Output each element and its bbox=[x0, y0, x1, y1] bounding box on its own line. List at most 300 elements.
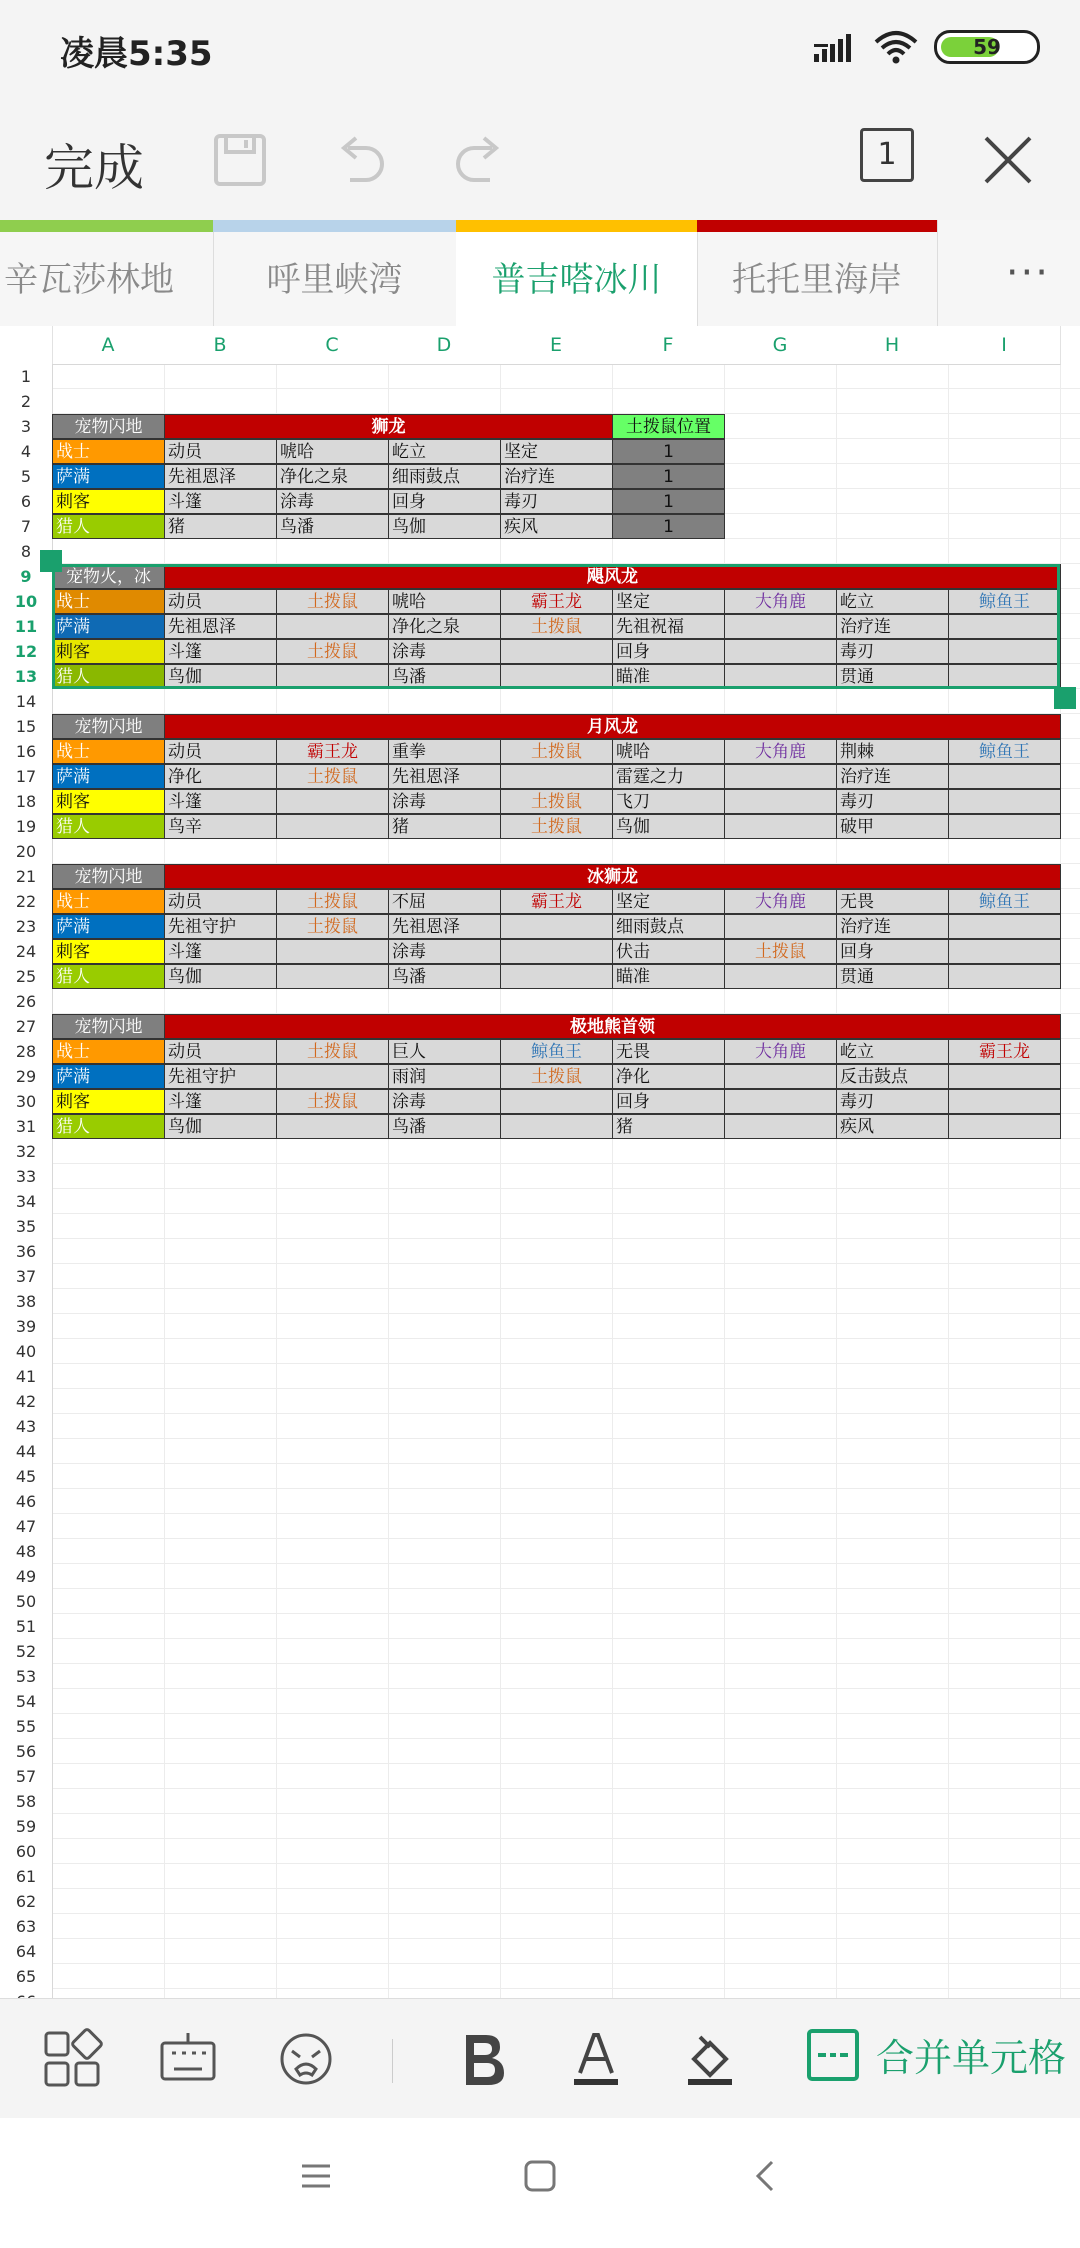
skill-cell[interactable]: 破甲 bbox=[836, 814, 949, 839]
pet-cell[interactable] bbox=[724, 914, 837, 939]
merge-cells-button[interactable] bbox=[806, 2027, 1066, 2082]
pet-cell[interactable]: 大角鹿 bbox=[724, 889, 837, 914]
row-header[interactable]: 49 bbox=[0, 1564, 53, 1590]
skill-cell[interactable]: 贯通 bbox=[836, 664, 949, 689]
pet-cell[interactable]: 土拨鼠 bbox=[724, 939, 837, 964]
text-color-icon[interactable] bbox=[566, 2029, 626, 2089]
save-icon[interactable] bbox=[208, 128, 272, 192]
pet-cell[interactable] bbox=[500, 964, 613, 989]
row-header[interactable]: 60 bbox=[0, 1839, 53, 1865]
skill-cell[interactable]: 鸟伽 bbox=[388, 514, 501, 539]
undo-icon[interactable] bbox=[328, 128, 392, 192]
row-header[interactable]: 55 bbox=[0, 1714, 53, 1740]
row-header[interactable]: 56 bbox=[0, 1739, 53, 1765]
skill-cell[interactable]: 坚定 bbox=[612, 589, 725, 614]
skill-cell[interactable]: 伏击 bbox=[612, 939, 725, 964]
row-header[interactable]: 30 bbox=[0, 1089, 53, 1115]
skill-cell[interactable]: 雨润 bbox=[388, 1064, 501, 1089]
block-header-cell[interactable]: 宠物火，冰 bbox=[52, 564, 165, 589]
block-title-cell[interactable]: 月风龙 bbox=[164, 714, 1061, 739]
back-icon[interactable] bbox=[748, 2158, 784, 2194]
row-header[interactable]: 44 bbox=[0, 1439, 53, 1465]
skill-cell[interactable]: 回身 bbox=[388, 489, 501, 514]
close-icon[interactable] bbox=[976, 128, 1040, 192]
skill-cell[interactable]: 毒刃 bbox=[836, 639, 949, 664]
pet-cell[interactable]: 霸王龙 bbox=[500, 589, 613, 614]
pet-cell[interactable] bbox=[948, 1114, 1061, 1139]
selection-handle-end[interactable] bbox=[1054, 687, 1076, 709]
skill-cell[interactable]: 屹立 bbox=[836, 589, 949, 614]
pet-cell[interactable]: 土拨鼠 bbox=[276, 1039, 389, 1064]
skill-cell[interactable]: 治疗连 bbox=[500, 464, 613, 489]
marmot-position-cell[interactable]: 1 bbox=[612, 514, 725, 539]
row-header[interactable]: 53 bbox=[0, 1664, 53, 1690]
column-header[interactable]: A bbox=[52, 326, 165, 365]
skill-cell[interactable]: 猪 bbox=[612, 1114, 725, 1139]
sheet-count-button[interactable] bbox=[860, 128, 914, 182]
fill-color-icon[interactable] bbox=[680, 2029, 740, 2089]
menu-icon[interactable] bbox=[298, 2158, 334, 2194]
skill-cell[interactable]: 先祖祝福 bbox=[612, 614, 725, 639]
pet-cell[interactable] bbox=[500, 664, 613, 689]
tab-label: 托托里海岸 bbox=[732, 260, 902, 300]
row-header[interactable]: 25 bbox=[0, 964, 53, 990]
grid-line-horizontal bbox=[52, 1638, 1080, 1639]
row-header[interactable]: 15 bbox=[0, 714, 53, 740]
home-icon[interactable] bbox=[522, 2158, 558, 2194]
done-button[interactable]: 完成 bbox=[44, 139, 144, 197]
row-header[interactable]: 28 bbox=[0, 1039, 53, 1065]
row-header[interactable]: 40 bbox=[0, 1339, 53, 1365]
skill-cell[interactable]: 鸟伽 bbox=[612, 814, 725, 839]
pet-cell[interactable]: 土拨鼠 bbox=[276, 639, 389, 664]
bold-icon[interactable] bbox=[452, 2029, 512, 2089]
keyboard-icon[interactable] bbox=[158, 2029, 218, 2089]
column-header[interactable]: D bbox=[388, 326, 501, 365]
tab-sheet-4[interactable] bbox=[697, 220, 938, 326]
grid-line-horizontal bbox=[52, 1838, 1080, 1839]
class-cell[interactable]: 战士 bbox=[52, 589, 165, 614]
row-header[interactable]: 51 bbox=[0, 1614, 53, 1640]
pet-cell[interactable] bbox=[948, 939, 1061, 964]
row-header[interactable]: 2 bbox=[0, 389, 53, 415]
class-cell[interactable]: 萨满 bbox=[52, 1064, 165, 1089]
class-cell[interactable]: 猎人 bbox=[52, 814, 165, 839]
pet-cell[interactable]: 鲸鱼王 bbox=[948, 589, 1061, 614]
grid-line-horizontal bbox=[52, 1488, 1080, 1489]
row-header[interactable]: 9 bbox=[0, 564, 53, 590]
class-cell[interactable]: 刺客 bbox=[52, 789, 165, 814]
block-title-cell[interactable]: 极地熊首领 bbox=[164, 1014, 1061, 1039]
skill-cell[interactable]: 涂毒 bbox=[388, 789, 501, 814]
class-cell[interactable]: 猎人 bbox=[52, 964, 165, 989]
skill-cell[interactable]: 回身 bbox=[612, 1089, 725, 1114]
pet-cell[interactable]: 鲸鱼王 bbox=[948, 739, 1061, 764]
skill-cell[interactable]: 坚定 bbox=[500, 439, 613, 464]
pet-cell[interactable] bbox=[500, 639, 613, 664]
toolbar-divider bbox=[392, 2039, 393, 2083]
pet-cell[interactable] bbox=[948, 1089, 1061, 1114]
spreadsheet-grid[interactable] bbox=[0, 326, 1080, 1998]
skill-cell[interactable]: 鸟潘 bbox=[388, 664, 501, 689]
row-header[interactable]: 6 bbox=[0, 489, 53, 515]
marmot-position-cell[interactable]: 1 bbox=[612, 439, 725, 464]
row-header[interactable]: 65 bbox=[0, 1964, 53, 1990]
skill-cell[interactable]: 细雨鼓点 bbox=[612, 914, 725, 939]
class-cell[interactable]: 萨满 bbox=[52, 914, 165, 939]
row-header[interactable]: 39 bbox=[0, 1314, 53, 1340]
column-header[interactable]: I bbox=[948, 326, 1061, 365]
skill-cell[interactable]: 斗篷 bbox=[164, 1089, 277, 1114]
class-cell[interactable]: 战士 bbox=[52, 889, 165, 914]
skill-cell[interactable]: 动员 bbox=[164, 889, 277, 914]
pet-cell[interactable] bbox=[500, 914, 613, 939]
skill-cell[interactable]: 鸟潘 bbox=[276, 514, 389, 539]
pet-cell[interactable]: 鲸鱼王 bbox=[500, 1039, 613, 1064]
row-header[interactable]: 19 bbox=[0, 814, 53, 840]
row-header[interactable]: 63 bbox=[0, 1914, 53, 1940]
pet-cell[interactable]: 土拨鼠 bbox=[276, 1089, 389, 1114]
pet-cell[interactable]: 土拨鼠 bbox=[276, 914, 389, 939]
pet-cell[interactable] bbox=[948, 614, 1061, 639]
pet-cell[interactable] bbox=[948, 914, 1061, 939]
block-title-cell[interactable]: 飓风龙 bbox=[164, 564, 1061, 589]
row-header[interactable]: 32 bbox=[0, 1139, 53, 1165]
skill-cell[interactable]: 毒刃 bbox=[836, 789, 949, 814]
class-cell[interactable]: 猎人 bbox=[52, 514, 165, 539]
skill-cell[interactable]: 猪 bbox=[164, 514, 277, 539]
sheet-count: 1 bbox=[877, 137, 897, 172]
row-header[interactable]: 4 bbox=[0, 439, 53, 465]
skill-cell[interactable]: 飞刀 bbox=[612, 789, 725, 814]
row-header[interactable]: 14 bbox=[0, 689, 53, 715]
skill-cell[interactable]: 先祖恩泽 bbox=[164, 614, 277, 639]
skill-cell[interactable]: 治疗连 bbox=[836, 914, 949, 939]
skill-cell[interactable]: 不屈 bbox=[388, 889, 501, 914]
tab-color-bar bbox=[456, 220, 697, 232]
pet-cell[interactable]: 大角鹿 bbox=[724, 739, 837, 764]
skill-cell[interactable]: 动员 bbox=[164, 589, 277, 614]
pet-cell[interactable]: 土拨鼠 bbox=[500, 614, 613, 639]
row-header[interactable]: 8 bbox=[0, 539, 53, 565]
pet-cell[interactable] bbox=[276, 939, 389, 964]
skill-cell[interactable]: 坚定 bbox=[612, 889, 725, 914]
skill-cell[interactable]: 鸟潘 bbox=[388, 1114, 501, 1139]
row-header[interactable]: 27 bbox=[0, 1014, 53, 1040]
pet-cell[interactable]: 霸王龙 bbox=[948, 1039, 1061, 1064]
pet-cell[interactable] bbox=[724, 614, 837, 639]
block-title-cell[interactable]: 狮龙 bbox=[164, 414, 613, 439]
row-header[interactable]: 35 bbox=[0, 1214, 53, 1240]
skill-cell[interactable]: 毒刃 bbox=[500, 489, 613, 514]
grid-line-horizontal bbox=[52, 1863, 1080, 1864]
tab-sheet-2[interactable] bbox=[213, 220, 457, 326]
row-header[interactable]: 64 bbox=[0, 1939, 53, 1965]
class-cell[interactable]: 猎人 bbox=[52, 1114, 165, 1139]
grid-line-horizontal bbox=[52, 388, 1080, 389]
row-header[interactable]: 52 bbox=[0, 1639, 53, 1665]
pet-cell[interactable] bbox=[500, 939, 613, 964]
row-header[interactable]: 54 bbox=[0, 1689, 53, 1715]
row-header[interactable]: 3 bbox=[0, 414, 53, 440]
skill-cell[interactable]: 唬哈 bbox=[612, 739, 725, 764]
more-sheets-button[interactable]: ··· bbox=[1005, 250, 1050, 296]
wifi-icon bbox=[874, 30, 918, 64]
row-header[interactable]: 24 bbox=[0, 939, 53, 965]
skill-cell[interactable]: 鸟辛 bbox=[164, 814, 277, 839]
column-header[interactable]: C bbox=[276, 326, 389, 365]
skill-cell[interactable]: 瞄准 bbox=[612, 964, 725, 989]
skill-cell[interactable]: 鸟潘 bbox=[388, 964, 501, 989]
skill-cell[interactable]: 斗篷 bbox=[164, 939, 277, 964]
pet-cell[interactable] bbox=[948, 1064, 1061, 1089]
row-header[interactable]: 62 bbox=[0, 1889, 53, 1915]
class-cell[interactable]: 萨满 bbox=[52, 464, 165, 489]
row-header[interactable]: 17 bbox=[0, 764, 53, 790]
class-cell[interactable]: 战士 bbox=[52, 439, 165, 464]
pet-cell[interactable] bbox=[948, 964, 1061, 989]
pet-cell[interactable] bbox=[724, 1064, 837, 1089]
row-header[interactable]: 1 bbox=[0, 364, 53, 390]
skill-cell[interactable]: 细雨鼓点 bbox=[388, 464, 501, 489]
pet-cell[interactable] bbox=[276, 1064, 389, 1089]
pet-cell[interactable]: 大角鹿 bbox=[724, 589, 837, 614]
column-header[interactable]: B bbox=[164, 326, 277, 365]
pet-cell[interactable]: 霸王龙 bbox=[276, 739, 389, 764]
row-header[interactable]: 26 bbox=[0, 989, 53, 1015]
column-header[interactable]: F bbox=[612, 326, 725, 365]
grid-line-horizontal bbox=[52, 1738, 1080, 1739]
grid-line-horizontal bbox=[52, 1988, 1080, 1989]
grid-line-horizontal bbox=[52, 1438, 1080, 1439]
class-cell[interactable]: 战士 bbox=[52, 1039, 165, 1064]
pet-cell[interactable] bbox=[724, 789, 837, 814]
pet-cell[interactable] bbox=[724, 964, 837, 989]
skill-cell[interactable]: 贯通 bbox=[836, 964, 949, 989]
skill-cell[interactable]: 斗篷 bbox=[164, 789, 277, 814]
row-header[interactable]: 11 bbox=[0, 614, 53, 640]
battery-indicator bbox=[934, 30, 1040, 64]
row-header[interactable]: 59 bbox=[0, 1814, 53, 1840]
selection-handle-start[interactable] bbox=[40, 550, 62, 572]
pet-cell[interactable] bbox=[276, 814, 389, 839]
skill-cell[interactable]: 无畏 bbox=[836, 889, 949, 914]
block-title-cell[interactable]: 冰狮龙 bbox=[164, 864, 1061, 889]
skill-cell[interactable]: 净化 bbox=[164, 764, 277, 789]
skill-cell[interactable]: 重拳 bbox=[388, 739, 501, 764]
row-header[interactable]: 31 bbox=[0, 1114, 53, 1140]
skill-cell[interactable]: 唬哈 bbox=[388, 589, 501, 614]
skill-cell[interactable]: 先祖恩泽 bbox=[164, 464, 277, 489]
tab-color-bar bbox=[0, 220, 213, 232]
skill-cell[interactable]: 荆棘 bbox=[836, 739, 949, 764]
pet-cell[interactable] bbox=[724, 764, 837, 789]
tab-sheet-3[interactable] bbox=[456, 220, 698, 326]
skill-cell[interactable]: 动员 bbox=[164, 439, 277, 464]
redo-icon[interactable] bbox=[448, 128, 512, 192]
skill-cell[interactable]: 涂毒 bbox=[388, 639, 501, 664]
skill-cell[interactable]: 雷霆之力 bbox=[612, 764, 725, 789]
grid-line-horizontal bbox=[52, 1713, 1080, 1714]
row-header[interactable]: 43 bbox=[0, 1414, 53, 1440]
pet-cell[interactable] bbox=[724, 814, 837, 839]
apps-grid-icon[interactable] bbox=[42, 2029, 102, 2089]
skill-cell[interactable]: 治疗连 bbox=[836, 614, 949, 639]
skill-cell[interactable]: 鸟伽 bbox=[164, 1114, 277, 1139]
class-cell[interactable]: 战士 bbox=[52, 739, 165, 764]
skill-cell[interactable]: 先祖守护 bbox=[164, 1064, 277, 1089]
pet-cell[interactable]: 大角鹿 bbox=[724, 1039, 837, 1064]
skill-cell[interactable]: 毒刃 bbox=[836, 1089, 949, 1114]
grid-line-horizontal bbox=[52, 1263, 1080, 1264]
corner-cell[interactable] bbox=[0, 326, 53, 365]
pet-cell[interactable] bbox=[276, 664, 389, 689]
pet-cell[interactable] bbox=[948, 664, 1061, 689]
skill-cell[interactable]: 反击鼓点 bbox=[836, 1064, 949, 1089]
row-header[interactable]: 18 bbox=[0, 789, 53, 815]
pet-cell[interactable]: 鲸鱼王 bbox=[948, 889, 1061, 914]
skill-cell[interactable]: 瞄准 bbox=[612, 664, 725, 689]
skill-cell[interactable]: 涂毒 bbox=[388, 939, 501, 964]
row-header[interactable]: 58 bbox=[0, 1789, 53, 1815]
row-header[interactable]: 23 bbox=[0, 914, 53, 940]
pet-cell[interactable] bbox=[724, 1114, 837, 1139]
class-cell[interactable]: 萨满 bbox=[52, 764, 165, 789]
skill-cell[interactable]: 唬哈 bbox=[276, 439, 389, 464]
row-header[interactable]: 22 bbox=[0, 889, 53, 915]
class-cell[interactable]: 猎人 bbox=[52, 664, 165, 689]
grid-line-horizontal bbox=[52, 1188, 1080, 1189]
row-header[interactable]: 42 bbox=[0, 1389, 53, 1415]
emoji-icon[interactable] bbox=[276, 2029, 336, 2089]
pet-cell[interactable] bbox=[724, 639, 837, 664]
row-header[interactable]: 21 bbox=[0, 864, 53, 890]
pet-cell[interactable] bbox=[276, 964, 389, 989]
row-header[interactable]: 46 bbox=[0, 1489, 53, 1515]
skill-cell[interactable]: 无畏 bbox=[612, 1039, 725, 1064]
marmot-position-header[interactable]: 土拨鼠位置 bbox=[612, 414, 725, 439]
pet-cell[interactable]: 霸王龙 bbox=[500, 889, 613, 914]
block-header-cell[interactable]: 宠物闪地 bbox=[52, 864, 165, 889]
row-header[interactable]: 47 bbox=[0, 1514, 53, 1540]
skill-cell[interactable]: 屹立 bbox=[836, 1039, 949, 1064]
row-header[interactable]: 61 bbox=[0, 1864, 53, 1890]
pet-cell[interactable]: 土拨鼠 bbox=[500, 739, 613, 764]
pet-cell[interactable]: 土拨鼠 bbox=[276, 764, 389, 789]
row-header[interactable]: 34 bbox=[0, 1189, 53, 1215]
row-header[interactable]: 29 bbox=[0, 1064, 53, 1090]
skill-cell[interactable]: 先祖恩泽 bbox=[388, 914, 501, 939]
marmot-position-cell[interactable]: 1 bbox=[612, 489, 725, 514]
skill-cell[interactable]: 先祖恩泽 bbox=[388, 764, 501, 789]
pet-cell[interactable]: 土拨鼠 bbox=[276, 889, 389, 914]
skill-cell[interactable]: 斗篷 bbox=[164, 639, 277, 664]
skill-cell[interactable]: 动员 bbox=[164, 1039, 277, 1064]
pet-cell[interactable] bbox=[948, 789, 1061, 814]
pet-cell[interactable] bbox=[948, 639, 1061, 664]
skill-cell[interactable]: 涂毒 bbox=[276, 489, 389, 514]
row-header[interactable]: 41 bbox=[0, 1364, 53, 1390]
skill-cell[interactable]: 净化之泉 bbox=[388, 614, 501, 639]
pet-cell[interactable]: 土拨鼠 bbox=[500, 1064, 613, 1089]
class-cell[interactable]: 刺客 bbox=[52, 639, 165, 664]
row-header[interactable]: 12 bbox=[0, 639, 53, 665]
row-header[interactable]: 16 bbox=[0, 739, 53, 765]
pet-cell[interactable] bbox=[500, 764, 613, 789]
skill-cell[interactable]: 鸟伽 bbox=[164, 664, 277, 689]
row-header[interactable]: 37 bbox=[0, 1264, 53, 1290]
pet-cell[interactable] bbox=[276, 614, 389, 639]
class-cell[interactable]: 萨满 bbox=[52, 614, 165, 639]
skill-cell[interactable]: 斗篷 bbox=[164, 489, 277, 514]
pet-cell[interactable] bbox=[724, 664, 837, 689]
skill-cell[interactable]: 回身 bbox=[836, 939, 949, 964]
pet-cell[interactable] bbox=[948, 764, 1061, 789]
skill-cell[interactable]: 先祖守护 bbox=[164, 914, 277, 939]
skill-cell[interactable]: 治疗连 bbox=[836, 764, 949, 789]
class-cell[interactable]: 刺客 bbox=[52, 1089, 165, 1114]
pet-cell[interactable]: 土拨鼠 bbox=[500, 814, 613, 839]
pet-cell[interactable] bbox=[948, 814, 1061, 839]
row-header[interactable]: 33 bbox=[0, 1164, 53, 1190]
merge-cells-label: 合并单元格 bbox=[876, 2036, 1067, 2080]
pet-cell[interactable]: 土拨鼠 bbox=[500, 789, 613, 814]
skill-cell[interactable]: 回身 bbox=[612, 639, 725, 664]
block-header-cell[interactable]: 宠物闪地 bbox=[52, 1014, 165, 1039]
column-header[interactable]: E bbox=[500, 326, 613, 365]
grid-line-horizontal bbox=[52, 1213, 1080, 1214]
class-cell[interactable]: 刺客 bbox=[52, 489, 165, 514]
skill-cell[interactable]: 涂毒 bbox=[388, 1089, 501, 1114]
skill-cell[interactable]: 动员 bbox=[164, 739, 277, 764]
row-header[interactable]: 45 bbox=[0, 1464, 53, 1490]
skill-cell[interactable]: 净化之泉 bbox=[276, 464, 389, 489]
grid-line-horizontal bbox=[52, 1688, 1080, 1689]
skill-cell[interactable]: 巨人 bbox=[388, 1039, 501, 1064]
skill-cell[interactable]: 鸟伽 bbox=[164, 964, 277, 989]
tab-sheet-1[interactable] bbox=[0, 220, 214, 326]
sheet-tabs bbox=[0, 220, 1080, 327]
pet-cell[interactable] bbox=[500, 1089, 613, 1114]
row-header[interactable]: 50 bbox=[0, 1589, 53, 1615]
skill-cell[interactable]: 屹立 bbox=[388, 439, 501, 464]
skill-cell[interactable]: 疾风 bbox=[836, 1114, 949, 1139]
pet-cell[interactable] bbox=[724, 1089, 837, 1114]
row-header[interactable]: 38 bbox=[0, 1289, 53, 1315]
pet-cell[interactable] bbox=[500, 1114, 613, 1139]
row-header[interactable]: 7 bbox=[0, 514, 53, 540]
pet-cell[interactable]: 土拨鼠 bbox=[276, 589, 389, 614]
pet-cell[interactable] bbox=[276, 1114, 389, 1139]
block-header-cell[interactable]: 宠物闪地 bbox=[52, 414, 165, 439]
pet-cell[interactable] bbox=[276, 789, 389, 814]
row-header[interactable]: 10 bbox=[0, 589, 53, 615]
skill-cell[interactable]: 疾风 bbox=[500, 514, 613, 539]
skill-cell[interactable]: 猪 bbox=[388, 814, 501, 839]
marmot-position-cell[interactable]: 1 bbox=[612, 464, 725, 489]
row-header[interactable]: 48 bbox=[0, 1539, 53, 1565]
block-header-cell[interactable]: 宠物闪地 bbox=[52, 714, 165, 739]
row-header[interactable]: 57 bbox=[0, 1764, 53, 1790]
class-cell[interactable]: 刺客 bbox=[52, 939, 165, 964]
row-header[interactable]: 20 bbox=[0, 839, 53, 865]
row-header[interactable]: 13 bbox=[0, 664, 53, 690]
column-header[interactable]: H bbox=[836, 326, 949, 365]
row-header[interactable]: 5 bbox=[0, 464, 53, 490]
column-header[interactable]: G bbox=[724, 326, 837, 365]
row-header[interactable]: 36 bbox=[0, 1239, 53, 1265]
skill-cell[interactable]: 净化 bbox=[612, 1064, 725, 1089]
